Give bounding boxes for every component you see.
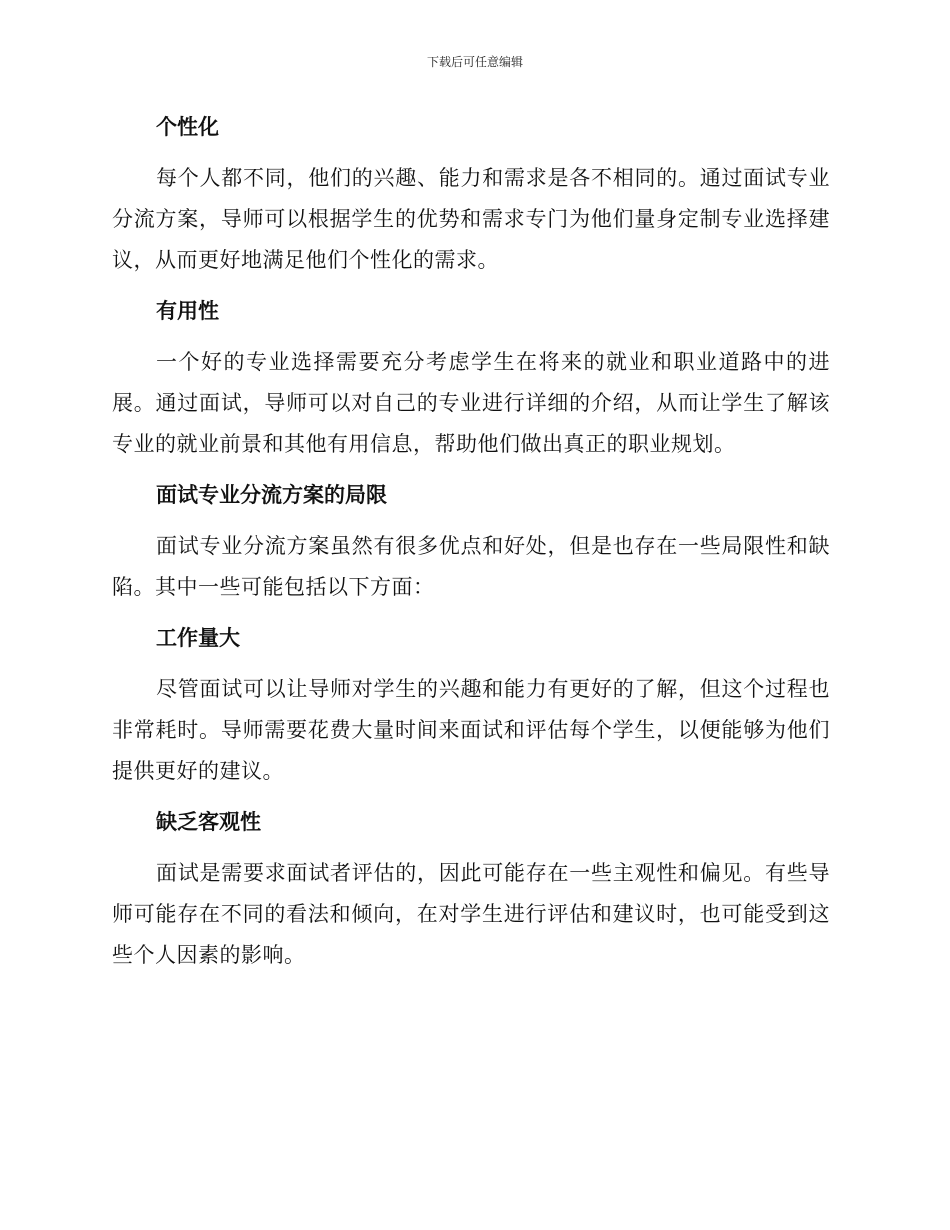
section-heading: 面试专业分流方案的局限 bbox=[156, 483, 387, 507]
section-heading: 个性化 bbox=[156, 115, 219, 139]
page-header: 下载后可任意编辑 bbox=[426, 55, 523, 69]
document-body bbox=[112, 105, 830, 984]
section-heading: 缺乏客观性 bbox=[156, 810, 261, 834]
section-objectivity bbox=[112, 800, 830, 976]
section-paragraph: 一个好的专业选择需要充分考虑学生在将来的就业和职业道路中的进展。通过面试，导师可以对自己的专业进行详细的介绍，从而让学生了解该专业的就业前景和其他有用信息，帮助他们做出真正的职业规划。 bbox=[112, 350, 830, 456]
section-heading: 有用性 bbox=[156, 299, 219, 323]
section-paragraph: 面试专业分流方案虽然有很多优点和好处，但是也存在一些局限性和缺陷。其中一些可能包括以下方面： bbox=[112, 534, 830, 599]
section-usefulness bbox=[112, 289, 830, 465]
section-workload bbox=[112, 616, 830, 792]
section-paragraph: 每个人都不同，他们的兴趣、能力和需求是各不相同的。通过面试专业分流方案，导师可以根据学生的优势和需求专门为他们量身定制专业选择建议，从而更好地满足他们个性化的需求。 bbox=[112, 166, 830, 272]
section-heading: 工作量大 bbox=[156, 626, 240, 650]
section-limitations bbox=[112, 473, 830, 608]
section-personalization bbox=[112, 105, 830, 281]
section-paragraph: 面试是需要求面试者评估的，因此可能存在一些主观性和偏见。有些导师可能存在不同的看法和倾向，在对学生进行评估和建议时，也可能受到这些个人因素的影响。 bbox=[112, 861, 830, 967]
section-paragraph: 尽管面试可以让导师对学生的兴趣和能力有更好的了解，但这个过程也非常耗时。导师需要花费大量时间来面试和评估每个学生，以便能够为他们提供更好的建议。 bbox=[112, 677, 830, 783]
